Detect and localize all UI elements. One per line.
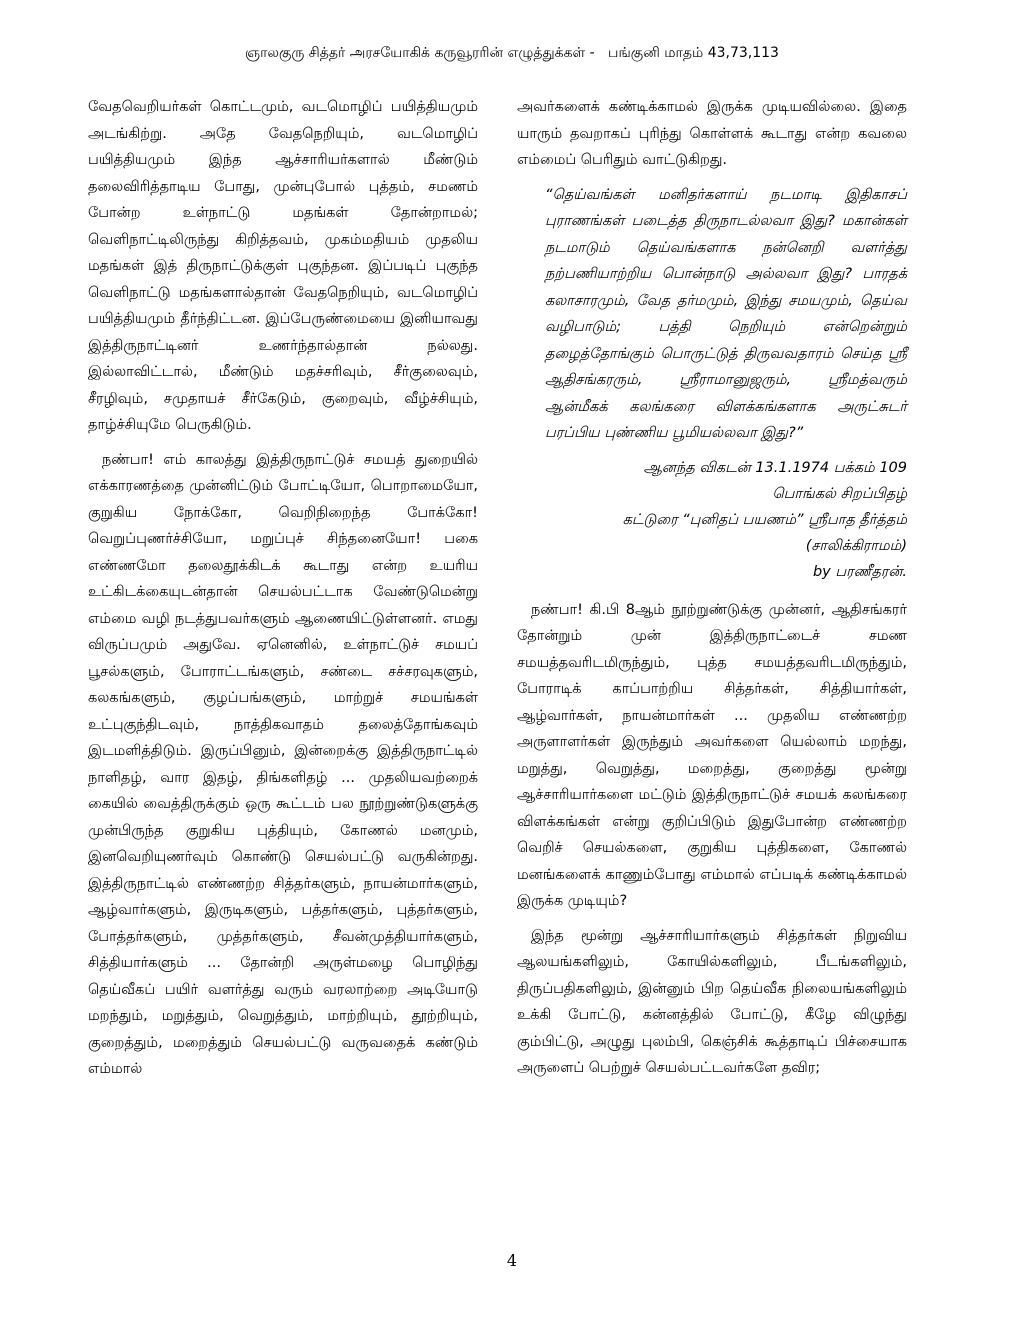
page-header: ஞாலகுரு சித்தர் அரசயோகிக் கருவூரரின் எழுத்துக்கள் - பங்குனி மாதம் 43,73,113 <box>245 45 779 61</box>
left-paragraph-1: வேதவெறியர்கள் கொட்டமும், வடமொழிப் பயித்தியமும் அடங்கிற்று. அதே வேதநெறியும், வடமொழிப் பயித்தியமும் இந்த ஆச்சாரியர்களால் மீண்டும் தலைவிரித்தாடிய போது, முன்புபோல் புத்தம், சமணம் போன்ற உள்நாட்டு மதங்கள் தோன்றாமல்; வெளிநாட்டிலிருந்து கிறித்தவம், முகம்மதியம் முதலிய மதங்கள் இத் திருநாட்டுக்குள் புகுந்தன. இப்படிப் புகுந்த வெளிநாட்டு மதங்களால்தான் வேதநெறியும், வடமொழிப் பயித்தியமும் தீர்ந்திட்டன. இப்பேருண்மையை இனியாவது இத்திருநாட்டினர் உணர்ந்தால்தான் நல்லது. இல்லாவிட்டால், மீண்டும் மதச்சரிவும், சீர்குலைவும், சீரழிவும், சமுதாயச் சீர்கேடும், குறைவும், வீழ்ச்சியும், தாழ்ச்சியுமே பெருகிடும். <box>88 99 478 433</box>
citation-article: கட்டுரை “புனிதப் பயணம்” ஸ்ரீபாத தீர்த்தம் <box>622 511 907 528</box>
right-column <box>517 94 907 1090</box>
left-paragraph-2: நண்பா! எம் காலத்து இத்திருநாட்டுச் சமயத் துறையில் எக்காரணத்தை முன்னிட்டும் போட்டியோ, பொறாமையோ, குறுகிய நோக்கோ, வெறிநிறைந்த போக்கோ! வெறுப்புணர்ச்சியோ, மறுப்புச் சிந்தனையோ! பகை எண்ணமோ தலைதூக்கிடக் கூடாது என்ற உயரிய உட்கிடக்கையுடன்தான் செயல்பட்டாக வேண்டுமென்று எம்மை வழி நடத்துபவர்களும் ஆணையிட்டுள்ளனர். எமது விருப்பமும் அதுவே. ஏனெனில், உள்நாட்டுச் சமயப் பூசல்களும், போராட்டங்களும், சண்டை சச்சரவுகளும், கலகங்களும், குழப்பங்களும், மாற்றுச் சமயங்கள் உட்புகுந்திடவும், நாத்திகவாதம் தலைத்தோங்கவும் இடமளித்திடும். இருப்பினும், இன்றைக்கு இத்திருநாட்டில் நாளிதழ், வார இதழ், திங்களிதழ் ... முதலியவற்றைக் கையில் வைத்திருக்கும் ஒரு கூட்டம் பல நூற்றுண்டுகளுக்கு முன்பிருந்த குறுகிய புத்தியும், கோணல் மனமும், இனவெறியுணர்வும் கொண்டு செயல்பட்டு வருகின்றது. இத்திருநாட்டில் எண்ணற்ற சித்தர்களும், நாயன்மார்களும், ஆழ்வார்களும், இருடிகளும், பத்தர்களும், புத்தர்களும், போத்தர்களும், முத்தர்களும், சீவன்முத்தியார்களும், சித்தியார்களும் ... தோன்றி அருள்மழை பொழிந்து தெய்வீகப் பயிர் வளர்த்து வரும் வரலாற்றை அடியோடு மறந்தும், மறுத்தும், வெறுத்தும், மாற்றியும், தூற்றியும், குறைத்தும், மறைத்தும் செயல்பட்டு வருவதைக் கண்டும் எம்மால் <box>88 451 478 1077</box>
left-column <box>88 94 478 1091</box>
citation-issue: பொங்கல் சிறப்பிதழ் <box>772 485 907 502</box>
right-paragraph-2: நண்பா! கி.பி 8ஆம் நூற்றுண்டுக்கு முன்னர், ஆதிசங்கரர் தோன்றும் முன் இத்திருநாட்டைச் சமண சமயத்தவரிடமிருந்தும், புத்த சமயத்தவரிடமிருந்தும், போராடிக் காப்பாற்றிய சித்தர்கள், சித்தியார்கள், ஆழ்வார்கள், நாயன்மார்கள் ... முதலிய எண்ணற்ற அருளாளர்கள் இருந்தும் அவர்களை யெல்லாம் மறந்து, மறுத்து, வெறுத்து, மறைத்து, குறைத்து மூன்று ஆச்சாரியார்களை மட்டும் இத்திருநாட்டுச் சமயக் கலங்கரை விளக்கங்கள் என்று குறிப்பிடும் இதுபோன்ற எண்ணற்ற வெறிச் செயல்களை, குறுகிய புத்திகளை, கோணல் மனங்களைக் காணும்போது எம்மால் எப்படிக் கண்டிக்காமல் இருக்க முடியும்? <box>517 601 907 909</box>
block-quote: “தெய்வங்கள் மனிதர்களாய் நடமாடி இதிகாசப் புராணங்கள் படைத்த திருநாடல்லவா இது? மகான்கள் நடமாடும் தெய்வங்களாக நன்னெறி வளர்த்து நற்பணியாற்றிய பொன்நாடு அல்லவா இது? பாரதக் கலாசாரமும், வேத தர்மமும், இந்து சமயமும், தெய்வ வழிபாடும்; பத்தி நெறியும் என்றென்றும் தழைத்தோங்கும் பொருட்டுத் திருவவதாரம் செய்த ஸ்ரீ ஆதிசங்கரரும், ஸ்ரீராமானுஜரும், ஸ்ரீமத்வரும் ஆன்மீகக் கலங்கரை விளக்கங்களாக அருட்சுடர் பரப்பிய புண்ணிய பூமியல்லவா இது?” <box>545 186 907 441</box>
page-number: 4 <box>506 1251 518 1270</box>
citation-place: (சாலிக்கிராமம்) <box>805 537 907 554</box>
right-paragraph-1: அவர்களைக் கண்டிக்காமல் இருக்க முடியவில்லை. இதை யாரும் தவறாகப் புரிந்து கொள்ளக் கூடாது என்ற கவலை எம்மைப் பெரிதும் வாட்டுகிறது. <box>517 99 907 168</box>
citation-author: by பரணீதரன். <box>812 563 907 580</box>
right-paragraph-3: இந்த மூன்று ஆச்சாரியார்களும் சித்தர்கள் நிறுவிய ஆலயங்களிலும், கோயில்களிலும், பீடங்களிலும், திருப்பதிகளிலும், இன்னும் பிற தெய்வீக நிலையங்களிலும் உக்கி போட்டு, கன்னத்தில் போட்டு, கீழே விழுந்து கும்பிட்டு, அழுது புலம்பி, கெஞ்சிக் கூத்தாடிப் பிச்சையாக அருளைப் பெற்றுச் செயல்பட்டவர்களே தவிர; <box>517 927 907 1076</box>
citation-source: ஆனந்த விகடன் 13.1.1974 பக்கம் 109 <box>643 459 907 476</box>
